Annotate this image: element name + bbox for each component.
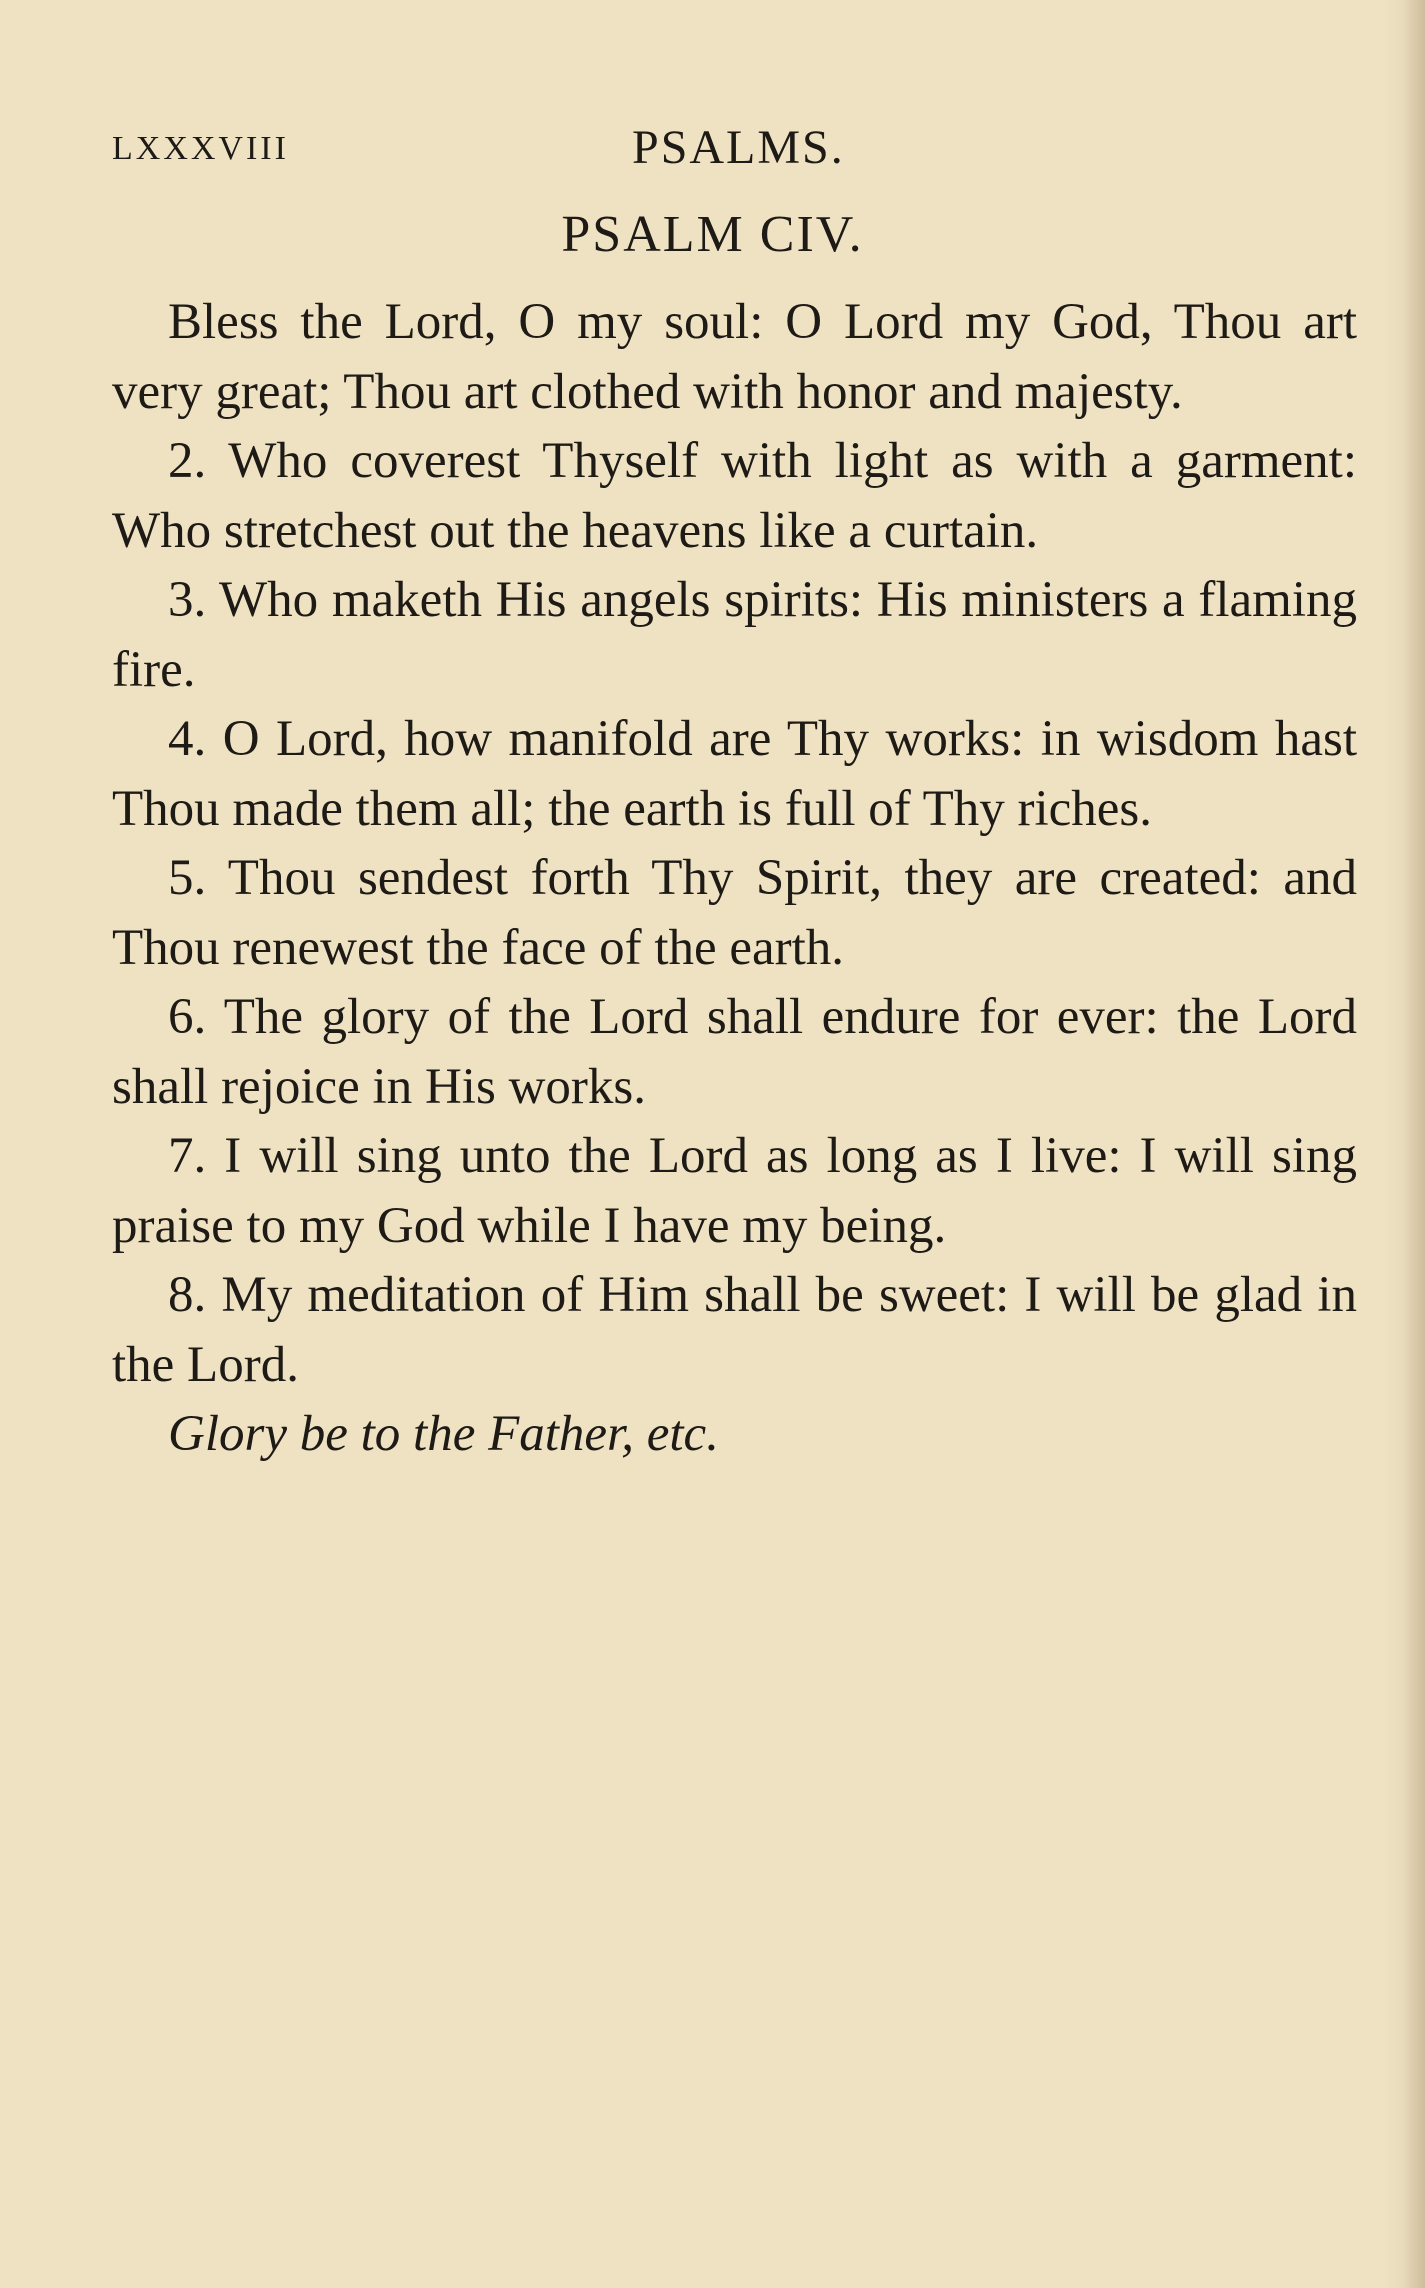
verse-3: 3. Who maketh His angels spirits: His ministers a flaming fire. [112, 572, 1357, 698]
section-title: PSALMS. [632, 121, 845, 174]
verse-4: 4. O Lord, how manifold are Thy works: in wisdom hast Thou made them all; the earth is full of Thy riches. [112, 711, 1357, 837]
psalm-title: PSALM CIV. [561, 206, 864, 263]
doxology: Glory be to the Father, etc. [168, 1406, 719, 1462]
verse-1: Bless the Lord, O my soul: O Lord my God, Thou art very great; Thou art clothed with honor and majesty. [112, 294, 1357, 420]
verse-6: 6. The glory of the Lord shall endure for ever: the Lord shall rejoice in His works. [112, 989, 1357, 1115]
verse-8: 8. My meditation of Him shall be sweet: I will be glad in the Lord. [112, 1267, 1357, 1393]
running-head [112, 120, 1357, 180]
verse-7: 7. I will sing unto the Lord as long as I live: I will sing praise to my God while I have my being. [112, 1128, 1357, 1254]
psalm-body [112, 288, 1357, 1470]
page-number: LXXXVIII [112, 130, 289, 167]
verse-5: 5. Thou sendest forth Thy Spirit, they are created: and Thou renewest the face of the earth. [112, 850, 1357, 976]
verse-2: 2. Who coverest Thyself with light as with a garment: Who stretchest out the heavens like a curtain. [112, 433, 1357, 559]
page-edge-shadow [1403, 0, 1425, 2288]
